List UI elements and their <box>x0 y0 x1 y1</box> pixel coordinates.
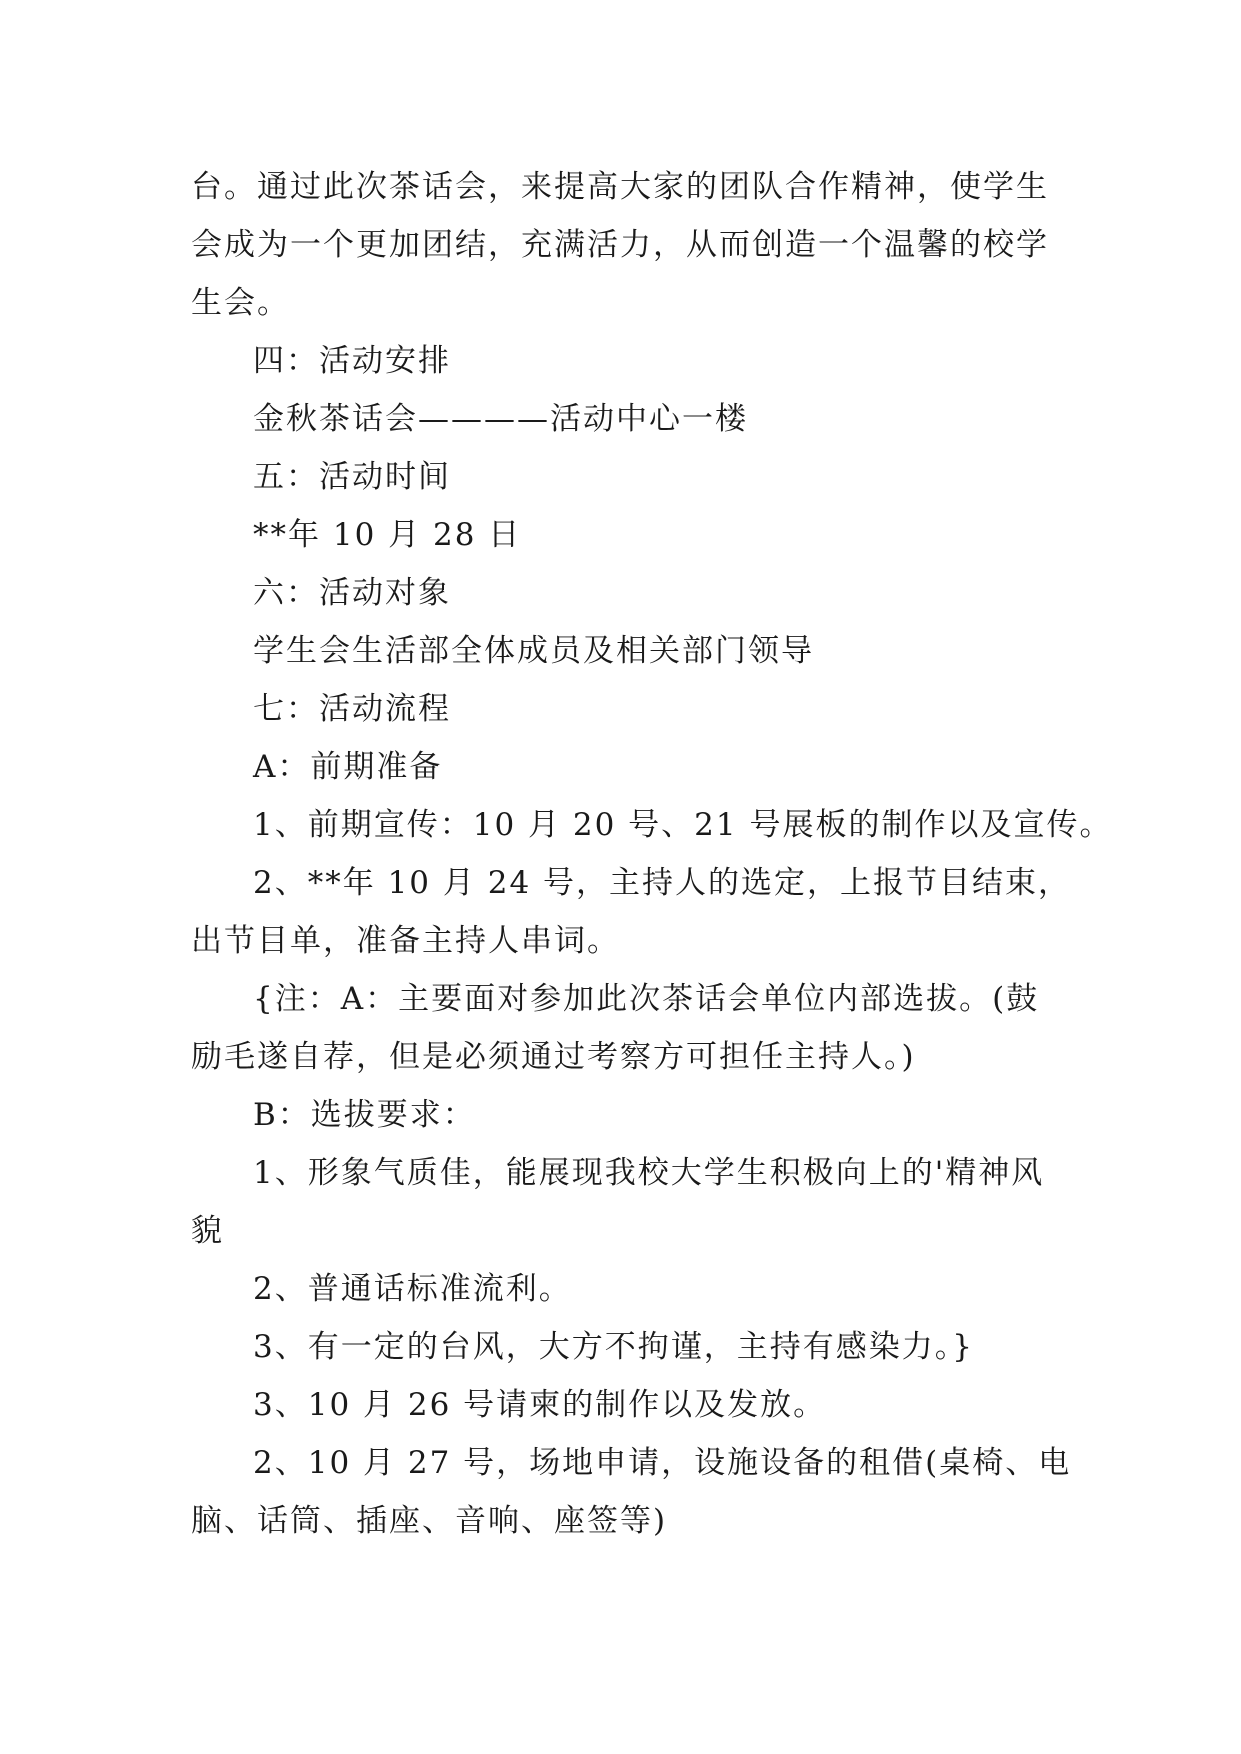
paragraph-line: B：选拔要求： <box>253 1097 476 1133</box>
paragraph-line: 2、10 月 27 号，场地申请，设施设备的租借(桌椅、电 <box>253 1445 1072 1481</box>
paragraph-line: 貌 <box>191 1213 224 1249</box>
paragraph-line: A：前期准备 <box>253 749 443 785</box>
paragraph-line: 3、有一定的台风，大方不拘谨，主持有感染力。} <box>253 1329 974 1365</box>
paragraph-line: 1、前期宣传：10 月 20 号、21 号展板的制作以及宣传。 <box>253 807 1113 843</box>
paragraph-line: 金秋茶话会————活动中心一楼 <box>253 401 748 437</box>
paragraph-line: 1、形象气质佳，能展现我校大学生积极向上的'精神风 <box>253 1155 1045 1191</box>
paragraph-line: 七：活动流程 <box>253 691 451 727</box>
paragraph-line: 2、**年 10 月 24 号，主持人的选定，上报节目结束， <box>253 865 1072 901</box>
paragraph-line: 3、10 月 26 号请柬的制作以及发放。 <box>253 1387 827 1423</box>
paragraph-line: 学生会生活部全体成员及相关部门领导 <box>253 633 814 669</box>
paragraph-line: **年 10 月 28 日 <box>253 517 522 553</box>
paragraph-line: 励毛遂自荐，但是必须通过考察方可担任主持人。) <box>191 1039 916 1075</box>
paragraph-line: {注：A：主要面对参加此次茶话会单位内部选拔。(鼓 <box>253 981 1040 1017</box>
paragraph-line: 六：活动对象 <box>253 575 451 611</box>
document-body <box>191 158 1113 1550</box>
paragraph-line: 生会。 <box>191 285 290 321</box>
paragraph-line: 四：活动安排 <box>253 343 451 379</box>
paragraph-line: 2、普通话标准流利。 <box>253 1271 572 1307</box>
paragraph-line: 会成为一个更加团结，充满活力，从而创造一个温馨的校学 <box>191 227 1049 263</box>
paragraph-line: 台。通过此次茶话会，来提高大家的团队合作精神，使学生 <box>191 169 1049 205</box>
paragraph-line: 脑、话筒、插座、音响、座签等) <box>191 1503 668 1539</box>
paragraph-line: 出节目单，准备主持人串词。 <box>191 923 620 959</box>
paragraph-line: 五：活动时间 <box>253 459 451 495</box>
